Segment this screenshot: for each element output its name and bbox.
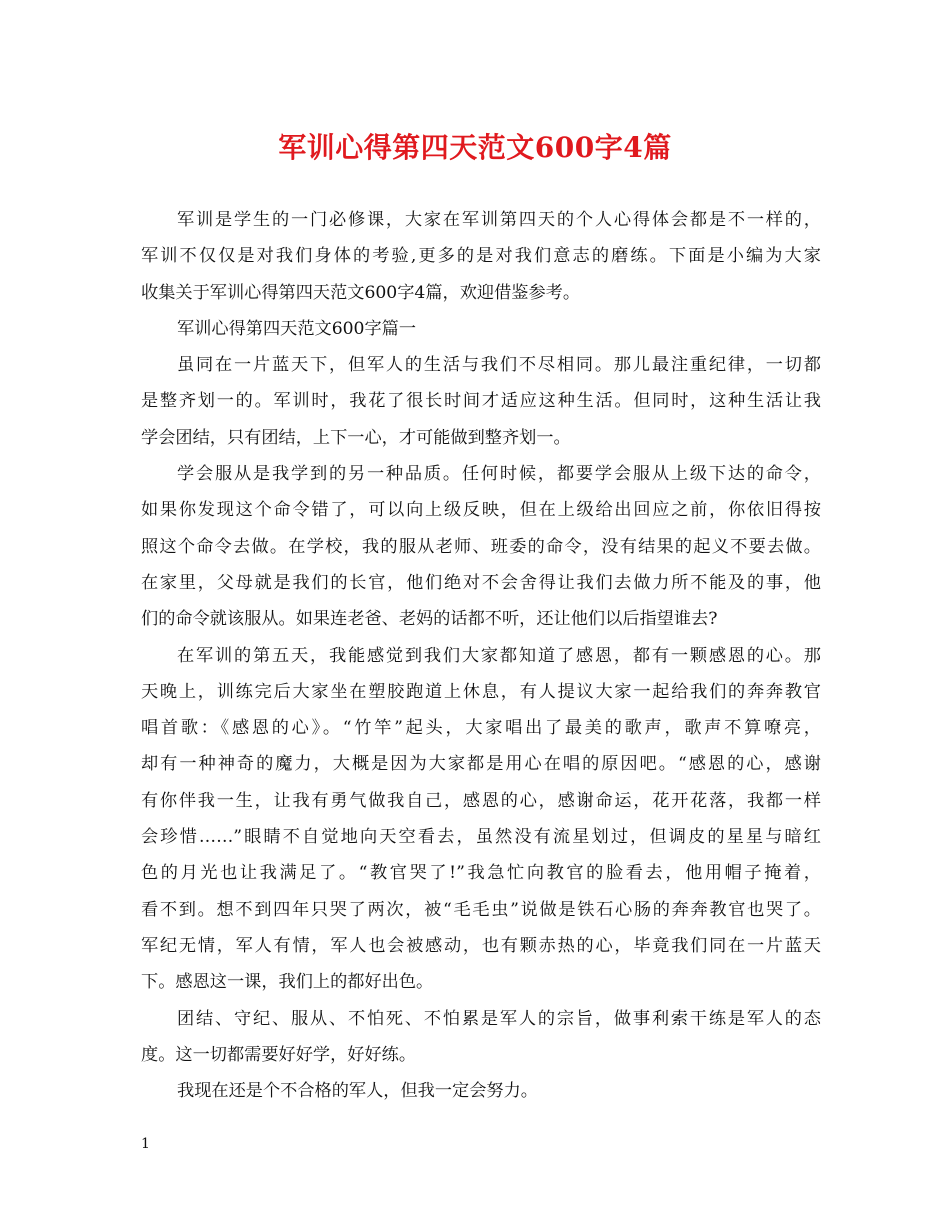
body-line: 学会服从是我学到的另一种品质。任何时候，都要学会服从上级下达的命令， bbox=[177, 464, 821, 485]
body-line: 虽同在一片蓝天下，但军人的生活与我们不尽相同。那儿最注重纪律，一切都 bbox=[177, 355, 821, 376]
body-line: 们的命令就该服从。如果连老爸、老妈的话都不听，还让他们以后指望谁去? bbox=[141, 609, 718, 630]
body-line: 如果你发现这个命令错了，可以向上级反映，但在上级给出回应之前，你依旧得按 bbox=[141, 500, 821, 521]
body-line: 下。感恩这一课，我们上的都好出色。 bbox=[141, 972, 434, 993]
body-line: 会珍惜……”眼睛不自觉地向天空看去，虽然没有流星划过，但调皮的星星与暗红 bbox=[141, 827, 821, 848]
body-line: 我现在还是个不合格的军人，但我一定会努力。 bbox=[177, 1081, 538, 1102]
body-line: 度。这一切都需要好好学，好好练。 bbox=[141, 1044, 417, 1065]
body-line: 军训不仅仅是对我们身体的考验,更多的是对我们意志的磨练。下面是小编为大家 bbox=[141, 246, 821, 267]
document-body bbox=[141, 202, 821, 1109]
body-line: 在家里，父母就是我们的长官，他们绝对不会舍得让我们去做力所不能及的事，他 bbox=[141, 572, 821, 593]
body-line: 学会团结，只有团结，上下一心，才可能做到整齐划一。 bbox=[141, 427, 571, 448]
body-line: 在军训的第五天，我能感觉到我们大家都知道了感恩，都有一颗感恩的心。那 bbox=[177, 645, 821, 666]
body-line: 是整齐划一的。军训时，我花了很长时间才适应这种生活。但同时，这种生活让我 bbox=[141, 391, 821, 412]
body-line: 有你伴我一生，让我有勇气做我自己，感恩的心，感谢命运，花开花落，我都一样 bbox=[141, 790, 821, 811]
body-line: 军纪无情，军人有情，军人也会被感动，也有颗赤热的心，毕竟我们同在一片蓝天 bbox=[141, 935, 821, 956]
body-line: 照这个命令去做。在学校，我的服从老师、班委的命令，没有结果的起义不要去做。 bbox=[141, 536, 821, 557]
section-heading: 军训心得第四天范文600字篇一 bbox=[177, 318, 417, 339]
body-line: 看不到。想不到四年只哭了两次，被“毛毛虫”说做是铁石心肠的奔奔教官也哭了。 bbox=[141, 899, 821, 920]
body-line: 色的月光也让我满足了。“教官哭了!”我急忙向教官的脸看去，他用帽子掩着， bbox=[141, 863, 821, 884]
body-line: 团结、守纪、服从、不怕死、不怕累是军人的宗旨，做事利索干练是军人的态 bbox=[177, 1008, 821, 1029]
body-line: 军训是学生的一门必修课，大家在军训第四天的个人心得体会都是不一样的， bbox=[177, 210, 821, 230]
document-title: 军训心得第四天范文600字4篇 bbox=[278, 131, 672, 164]
body-line: 唱首歌：《感恩的心》。“竹竿”起头，大家唱出了最美的歌声，歌声不算嘹亮， bbox=[141, 718, 821, 739]
body-line: 收集关于军训心得第四天范文600字4篇，欢迎借鉴参考。 bbox=[141, 282, 581, 303]
body-line: 却有一种神奇的魔力，大概是因为大家都是用心在唱的原因吧。“感恩的心，感谢 bbox=[141, 754, 821, 775]
body-line: 天晚上，训练完后大家坐在塑胶跑道上休息，有人提议大家一起给我们的奔奔教官 bbox=[141, 681, 821, 702]
page-number: 1 bbox=[141, 1136, 150, 1152]
